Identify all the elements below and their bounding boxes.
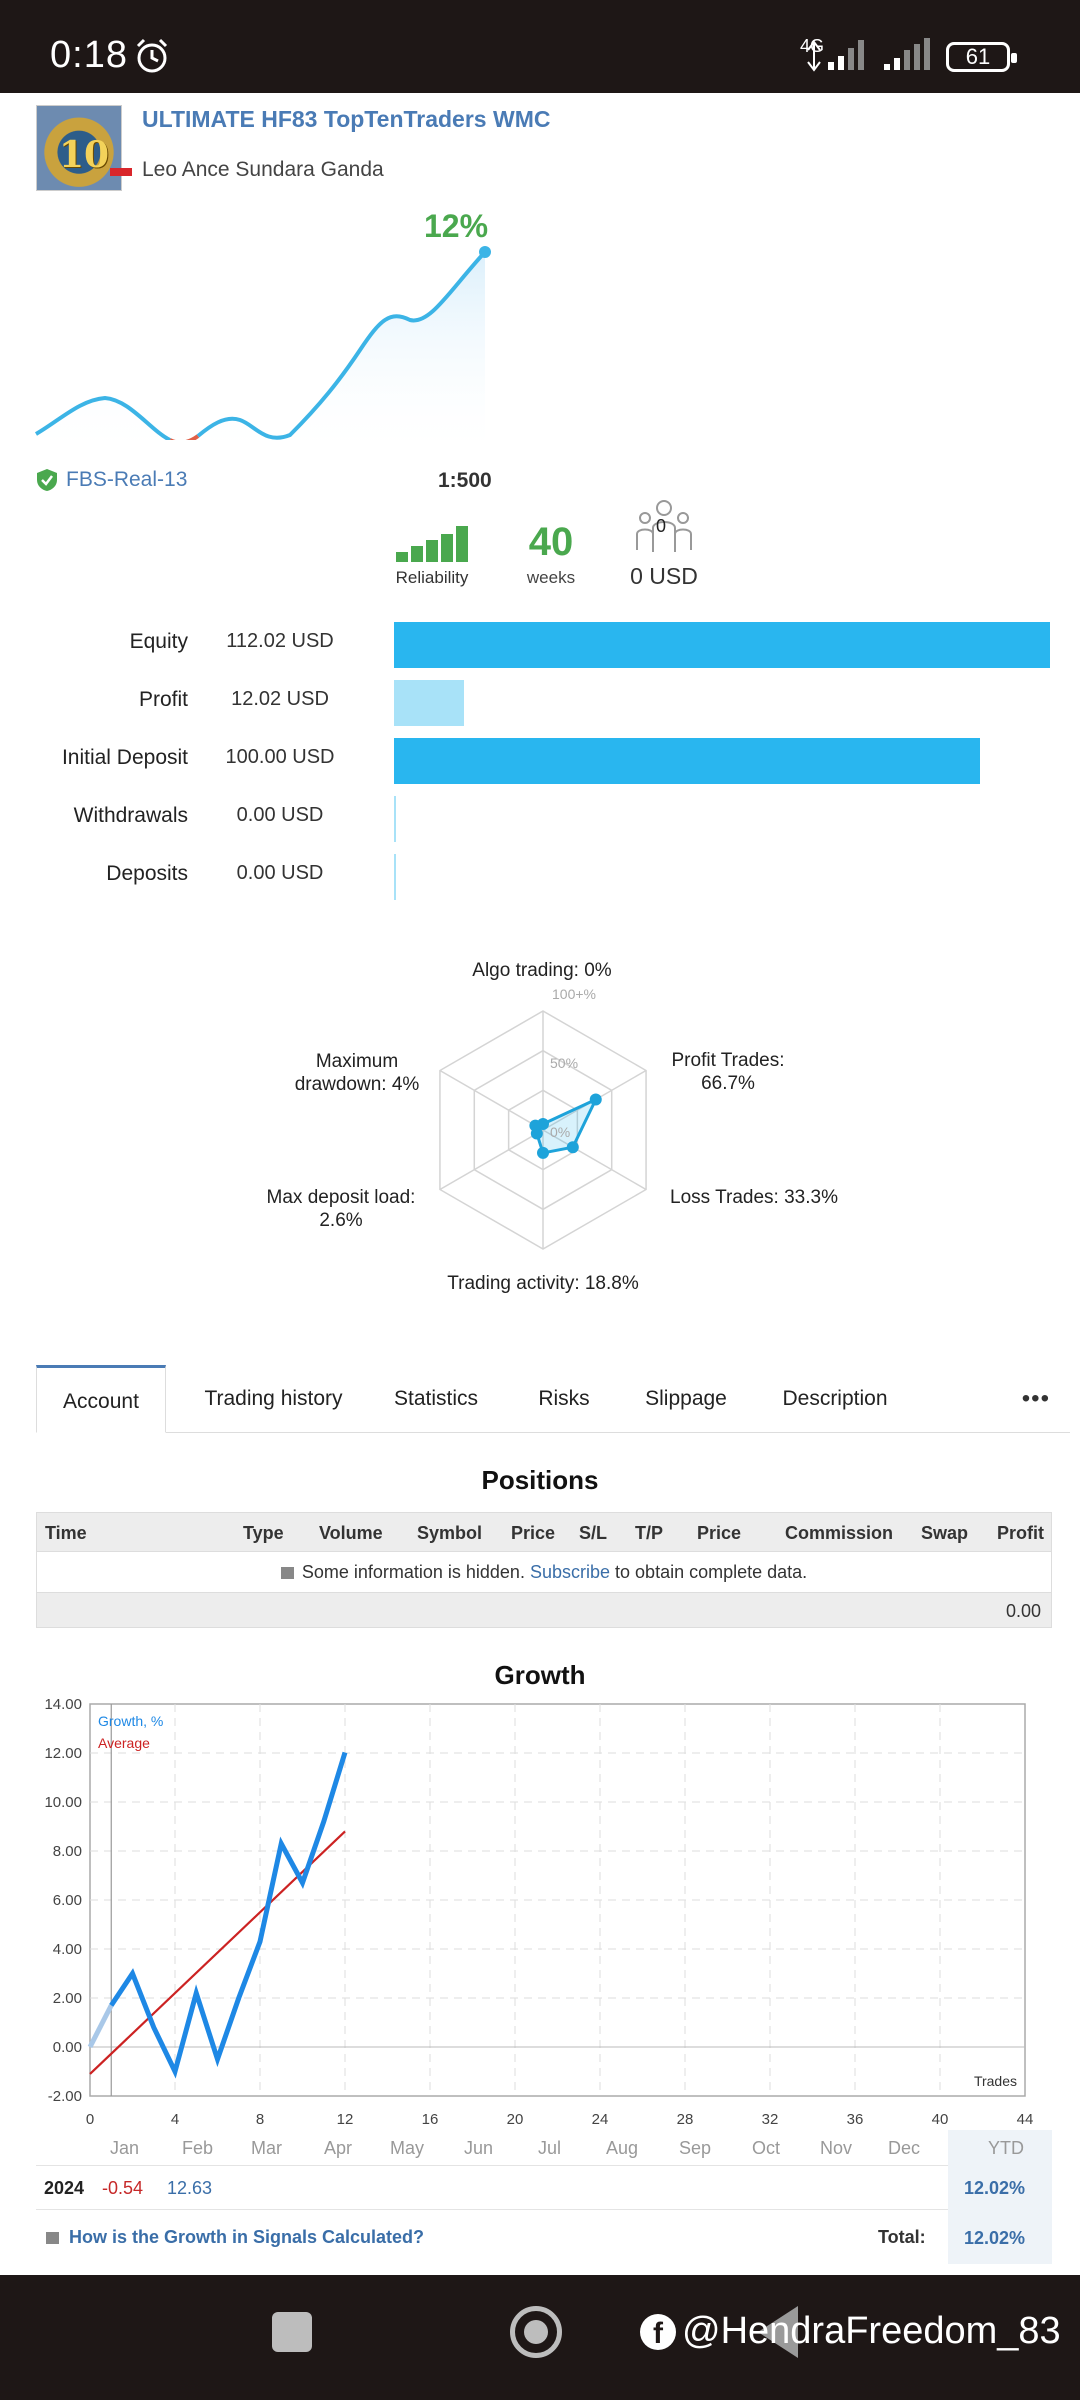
balance-label: Equity [129,630,188,653]
month-label: Feb [182,2138,214,2158]
signal-title[interactable]: ULTIMATE HF83 TopTenTraders WMC [142,106,551,132]
radar-load-label: Max deposit load: 2.6% [266,1187,416,1231]
col-price-2: Price [697,1523,742,1543]
month-label: May [390,2138,425,2158]
verified-shield-icon [36,468,58,492]
x-tick-label: 16 [421,2111,439,2128]
month-jan-value: -0.54 [102,2178,144,2198]
x-tick-label: 44 [1016,2111,1034,2128]
balance-row [0,796,1080,836]
doc-icon [46,2232,59,2244]
col-commission: Commission [785,1523,894,1543]
col-swap: Swap [921,1523,969,1543]
radar-axis [440,1130,543,1190]
weeks-label: weeks [526,568,576,587]
growth-help-text: How is the Growth in Signals Calculated? [69,2227,425,2247]
year-label: 2024 [44,2178,85,2198]
x-tick-label: 0 [85,2111,95,2128]
month-label: Jun [464,2138,494,2158]
col-symbol: Symbol [417,1523,483,1543]
y-tick-label: 8.00 [52,1843,82,1860]
balance-bar [394,738,980,784]
y-tick-label: -2.00 [47,2088,82,2105]
year-row [36,2166,1052,2210]
growth-chart [30,1690,1060,2130]
hidden-suffix: to obtain complete data. [615,1562,808,1582]
subscribe-link[interactable]: Subscribe [529,1562,611,1582]
tab-trading-history[interactable]: Trading history [204,1387,343,1410]
recent-apps-button[interactable] [272,2312,312,2352]
ytd-label: YTD [988,2138,1024,2158]
balance-row [0,680,1080,720]
col-time: Time [45,1523,87,1543]
month-label: Jul [538,2138,562,2158]
balance-bar [394,796,396,842]
col-tp: T/P [635,1523,664,1543]
growth-help-link[interactable] [46,2227,424,2248]
broker-link[interactable] [36,468,187,492]
month-label: Mar [251,2138,282,2158]
positions-title: Positions [481,1465,599,1495]
balance-value: 0.00 USD [236,862,324,884]
leverage: 1:500 [438,469,492,492]
x-tick-label: 4 [170,2111,180,2128]
month-feb-value: 12.63 [167,2178,213,2198]
total-value: 12.02% [964,2228,1026,2248]
radar-algo-label: Algo trading: 0% [472,960,612,981]
col-volume: Volume [319,1523,383,1543]
tab-slippage[interactable]: Slippage [645,1387,727,1410]
balance-row [0,854,1080,894]
radar-tick-100: 100+% [552,986,596,1002]
monthly-table [36,2130,1052,2210]
balance-bar [394,622,1050,668]
radar-chart [400,980,690,1280]
balance-value: 100.00 USD [225,746,335,768]
x-tick-label: 24 [591,2111,609,2128]
month-label: Sep [679,2138,712,2158]
lock-icon [281,1567,294,1579]
weeks [516,520,586,588]
more-tabs-icon[interactable]: ••• [1021,1385,1050,1412]
network-type: 4G [800,36,825,56]
subscribers-count: 0 [656,516,667,536]
legend-growth: Growth, % [98,1713,164,1729]
country-flag [110,168,132,176]
radar-point [567,1141,579,1153]
months-header [36,2130,1052,2166]
radar-axis [440,1071,543,1131]
col-type: Type [243,1523,284,1543]
hidden-info-row [36,1552,1052,1592]
y-tick-label: 12.00 [44,1745,82,1762]
balance-row [0,622,1080,662]
balance-value: 0.00 USD [236,804,324,826]
x-tick-label: 8 [255,2111,265,2128]
balance-label: Withdrawals [73,804,188,827]
y-tick-label: 14.00 [44,1696,82,1713]
positions-header [36,1512,1052,1552]
balance-label: Profit [138,688,188,711]
y-tick-label: 2.00 [52,1990,82,2007]
subscribers-value: 0 USD [630,563,698,589]
watermark [640,2310,1061,2353]
balance-bar [394,680,464,726]
month-label: Apr [324,2138,353,2158]
logo-ten-mark: 10 [59,134,110,176]
x-tick-label: 28 [676,2111,694,2128]
radar-point [529,1120,541,1132]
x-tick-label: 12 [336,2111,354,2128]
month-label: Aug [606,2138,639,2158]
y-tick-label: 6.00 [52,1892,82,1909]
radar-tick-50: 50% [550,1055,579,1071]
col-profit: Profit [997,1523,1044,1543]
x-tick-label: 36 [846,2111,864,2128]
balance-value: 12.02 USD [231,688,329,710]
tab-description[interactable]: Description [782,1387,888,1410]
reliability [392,522,472,588]
ytd-value: 12.02% [964,2178,1026,2198]
signal-author[interactable]: Leo Ance Sundara Ganda [142,158,384,181]
reliability-label: Reliability [395,568,469,587]
hidden-text: Some information is hidden. [301,1562,525,1582]
battery-indicator: 61 [946,42,1010,72]
radar-drawdown-label: Maximum drawdown: 4% [294,1051,420,1095]
growth-title: Growth [494,1660,586,1690]
balance-label: Deposits [106,862,188,885]
weeks-value: 40 [528,520,574,564]
balance-bar [394,854,396,900]
signal-icon [806,38,872,74]
growth-percent: 12% [424,208,489,244]
tab-bar [36,1365,1070,1433]
home-button[interactable] [510,2306,562,2358]
balance-label: Initial Deposit [61,746,188,769]
watermark-text: @HendraFreedom_83 [682,2310,1061,2352]
y-tick-label: 0.00 [52,2039,82,2056]
col-price: Price [511,1523,556,1543]
radar-point [590,1094,602,1106]
growth-footer [36,2215,1052,2259]
balance-row [0,738,1080,778]
subscribers [624,500,704,590]
tab-account[interactable]: Account [36,1365,166,1433]
tab-risks[interactable]: Risks [538,1387,590,1410]
status-bar [0,0,1080,93]
month-label: Jan [110,2138,140,2158]
radar-tick-0: 0% [550,1124,571,1140]
x-tick-label: 32 [761,2111,779,2128]
broker-name: FBS-Real-13 [66,468,188,491]
signal-icon-2 [882,38,934,74]
positions-table [36,1512,1052,1628]
month-label: Nov [820,2138,853,2158]
facebook-icon: f [640,2314,676,2350]
col-sl: S/L [579,1523,608,1543]
signal-logo [36,105,122,191]
total-label: Total: [878,2227,926,2247]
radar-point [537,1147,549,1159]
y-tick-label: 4.00 [52,1941,82,1958]
x-axis-label: Trades [973,2073,1017,2089]
legend-average: Average [98,1735,150,1751]
month-label: Dec [888,2138,921,2158]
tab-statistics[interactable]: Statistics [393,1387,479,1410]
clock: 0:18 [50,34,128,76]
radar-loss-label: Loss Trades: 33.3% [670,1187,838,1208]
positions-total: 0.00 [36,1592,1052,1628]
reliability-bars [392,522,472,562]
radar-activity-label: Trading activity: 18.8% [447,1273,639,1294]
x-tick-label: 20 [506,2111,524,2128]
x-tick-label: 40 [931,2111,949,2128]
alarm-icon [132,36,172,76]
radar-profit-label: Profit Trades: 66.7% [671,1050,785,1094]
y-tick-label: 10.00 [44,1794,82,1811]
mini-growth-chart [30,230,500,440]
balance-value: 112.02 USD [226,630,334,652]
month-label: Oct [752,2138,781,2158]
